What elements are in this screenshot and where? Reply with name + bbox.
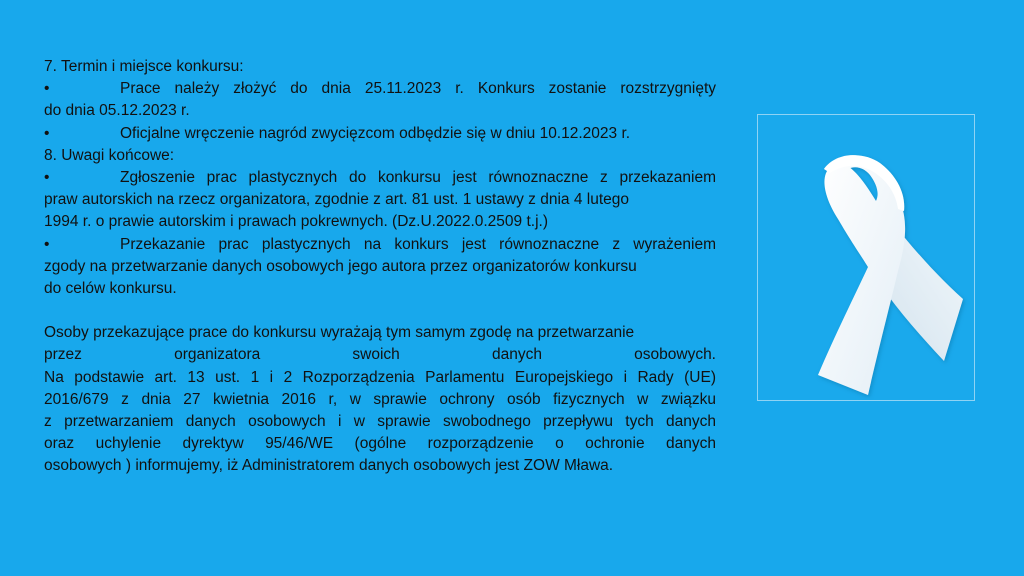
bullet-symbol: • [44,169,50,187]
section-8-bullet-2-line-1: Przekazanie prac plastycznych na konkurs jest równoznaczne z wyrażeniem [120,235,716,253]
section-8-bullet-1-line-2: praw autorskich na rzecz organizatora, zgodnie z art. 81 ust. 1 ustawy z dnia 4 lutego [44,191,630,209]
consent-line-4: 2016/679 z dnia 27 kwietnia 2016 r, w sprawie ochrony osób fizycznych w związku [44,390,716,408]
consent-line-3: Na podstawie art. 13 ust. 1 i 2 Rozporządzenia Parlamentu Europejskiego i Rady (UE) [44,368,716,386]
section-7-heading: 7. Termin i miejsce konkursu: [44,58,244,75]
section-8-heading: 8. Uwagi końcowe: [44,146,175,164]
consent-line-1: Osoby przekazujące prace do konkursu wyrażają tym samym zgodę na przetwarzanie [44,324,635,342]
section-8-bullet-1 [44,167,716,189]
ribbon-image [757,114,975,401]
paragraph-spacer [44,300,716,322]
regulations-text [44,56,716,478]
section-8-bullet-1-line-3: 1994 r. o prawie autorskim i prawach pokrewnych. (Dz.U.2022.0.2509 t.j.) [44,213,548,231]
consent-line-2: przez organizatora swoich danych osobowych. [44,346,716,364]
bullet-symbol: • [44,235,50,253]
section-8-bullet-2-line-2: zgody na przetwarzanie danych osobowych jego autora przez organizatorów konkursu [44,257,637,275]
section-8-bullet-2-line-3: do celów konkursu. [44,280,177,298]
awareness-ribbon-icon [758,115,974,400]
bullet-symbol: • [44,124,50,142]
section-7-bullet-1-line-1: Prace należy złożyć do dnia 25.11.2023 r. Konkurs zostanie rozstrzygnięty [120,80,716,98]
consent-line-6: oraz uchylenie dyrektyw 95/46/WE (ogólne rozporządzenie o ochronie danych [44,435,716,453]
consent-line-7: osobowych ) informujemy, iż Administratorem danych osobowych jest ZOW Mława. [44,457,614,475]
section-8-bullet-1-line-1: Zgłoszenie prac plastycznych do konkursu jest równoznaczne z przekazaniem [120,169,716,187]
bullet-symbol: • [44,80,50,98]
section-7-bullet-1 [44,78,716,100]
section-7-bullet-2-text: Oficjalne wręczenie nagród zwycięzcom odbędzie się w dniu 10.12.2023 r. [120,124,631,142]
section-8-bullet-2 [44,234,716,256]
section-7-bullet-1-line-2: do dnia 05.12.2023 r. [44,102,190,120]
consent-line-5: z przetwarzaniem danych osobowych i w sprawie swobodnego przepływu tych danych [44,413,716,431]
section-7-bullet-2 [44,123,716,145]
